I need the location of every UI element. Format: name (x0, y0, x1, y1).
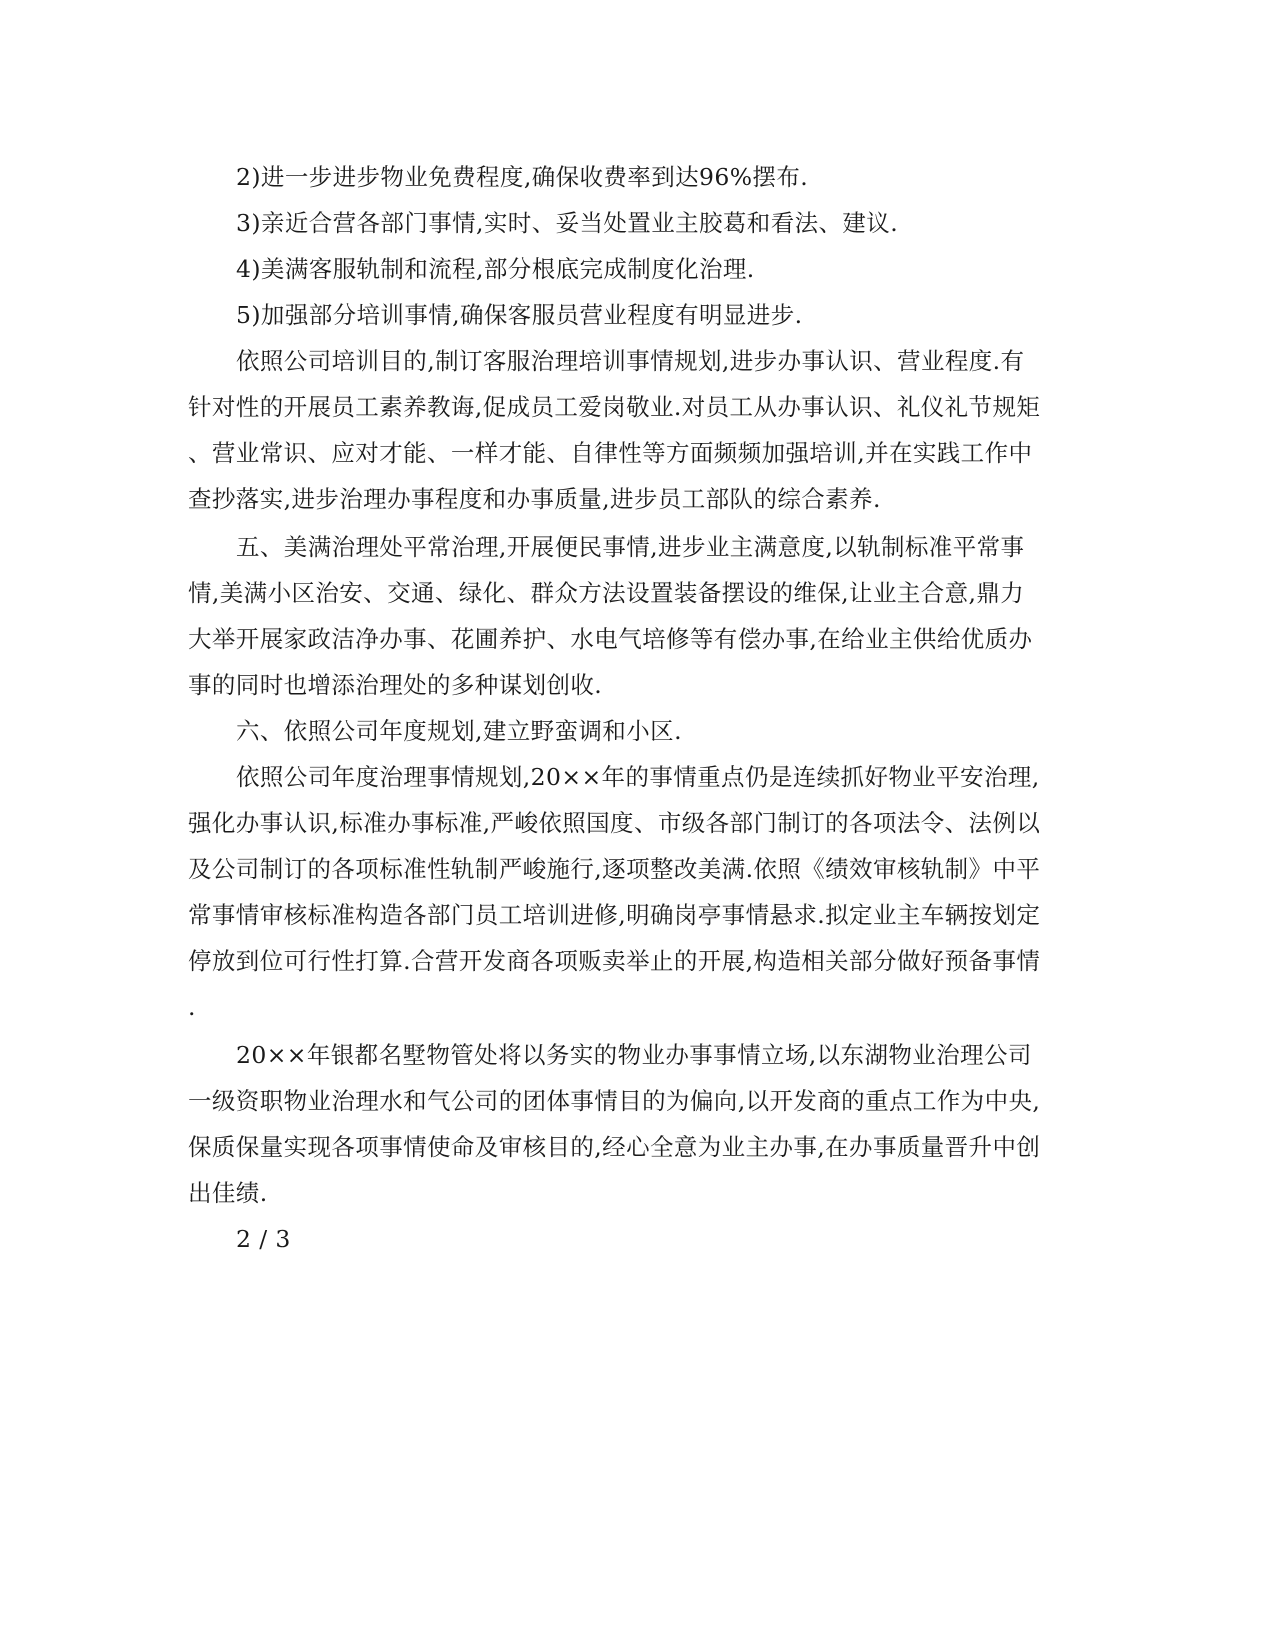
text-line: 4)美满客服轨制和流程,部分根底完成制度化治理. (236, 255, 755, 283)
text-line: 查抄落实,进步治理办事程度和办事质量,进步员工部队的综合素养. (188, 485, 881, 513)
text-line: 针对性的开展员工素养教诲,促成员工爱岗敬业.对员工从办事认识、礼仪礼节规矩 (188, 393, 1041, 421)
page-number: 2 / 3 (236, 1225, 291, 1253)
text-line: 情,美满小区治安、交通、绿化、群众方法设置装备摆设的维保,让业主合意,鼎力 (188, 579, 1025, 607)
text-line: 六、依照公司年度规划,建立野蛮调和小区. (236, 717, 682, 745)
text-line: 依照公司年度治理事情规划,20××年的事情重点仍是连续抓好物业平安治理, (236, 763, 1040, 791)
text-line: 大举开展家政洁净办事、花圃养护、水电气培修等有偿办事,在给业主供给优质办 (188, 625, 1033, 653)
text-line: 3)亲近合营各部门事情,实时、妥当处置业主胶葛和看法、建议. (236, 209, 899, 237)
text-line: 常事情审核标准构造各部门员工培训进修,明确岗亭事情悬求.拟定业主车辆按划定 (188, 901, 1041, 929)
text-line: 强化办事认识,标准办事标准,严峻依照国度、市级各部门制订的各项法令、法例以 (188, 809, 1041, 837)
text-line: 2)进一步进步物业免费程度,确保收费率到达96%摆布. (236, 163, 809, 191)
text-line: 一级资职物业治理水和气公司的团体事情目的为偏向,以开发商的重点工作为中央, (188, 1087, 1041, 1115)
text-line: 出佳绩. (188, 1179, 268, 1207)
text-line: 五、美满治理处平常治理,开展便民事情,进步业主满意度,以轨制标准平常事 (236, 533, 1025, 561)
text-line: 事的同时也增添治理处的多种谋划创收. (188, 671, 603, 699)
text-line: 5)加强部分培训事情,确保客服员营业程度有明显进步. (236, 301, 803, 329)
text-line: 依照公司培训目的,制订客服治理培训事情规划,进步办事认识、营业程度.有 (236, 347, 1025, 375)
text-line: 20××年银都名墅物管处将以务实的物业办事事情立场,以东湖物业治理公司 (236, 1041, 1032, 1069)
text-line: 及公司制订的各项标准性轨制严峻施行,逐项整改美满.依照《绩效审核轨制》中平 (188, 855, 1041, 883)
text-line: . (188, 993, 196, 1021)
text-line: 、营业常识、应对才能、一样才能、自律性等方面频频加强培训,并在实践工作中 (188, 439, 1033, 467)
text-line: 停放到位可行性打算.合营开发商各项贩卖举止的开展,构造相关部分做好预备事情 (188, 947, 1041, 975)
text-line: 保质保量实现各项事情使命及审核目的,经心全意为业主办事,在办事质量晋升中创 (188, 1133, 1041, 1161)
